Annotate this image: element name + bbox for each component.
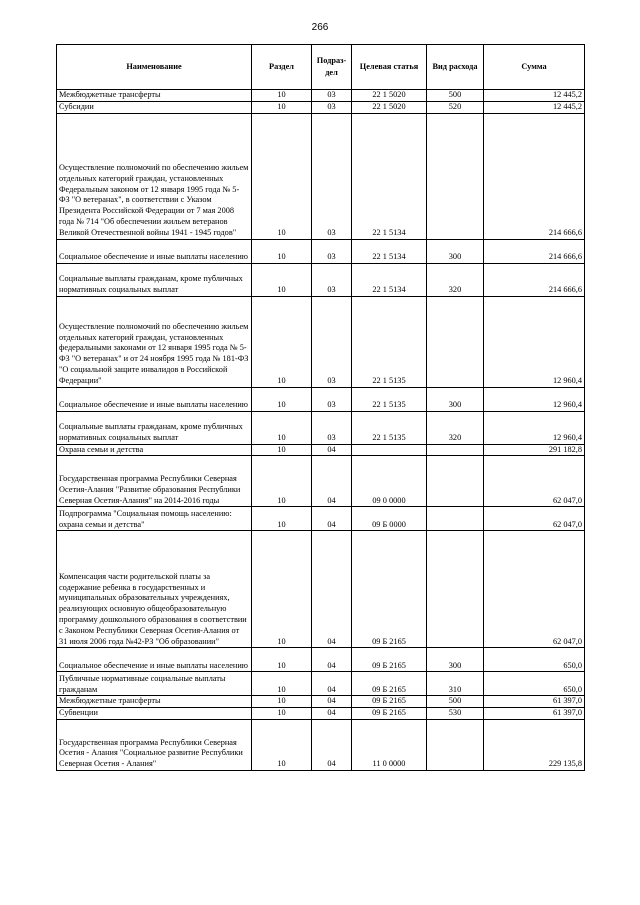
cell-name: Осуществление полномочий по обеспечению жильем отдельных категорий граждан, установленных федеральными законами от 12 января 1995 года № 5-ФЗ "О ветеранах" и от 24 ноября 1995 года № 181-ФЗ "О социальной защите инвалидов в Российской Федерации" [57,296,252,387]
cell-subsection: 04 [312,708,352,720]
cell-expense-type [427,444,484,456]
cell-expense-type: 310 [427,672,484,696]
header-amount: Сумма [484,45,585,90]
cell-name: Охрана семьи и детства [57,444,252,456]
cell-section: 10 [252,387,312,411]
table-row [57,672,585,696]
cell-section: 10 [252,263,312,296]
cell-amount: 291 182,8 [484,444,585,456]
cell-target: 09 Б 2165 [352,648,427,672]
cell-expense-type [427,531,484,648]
table-row [57,296,585,387]
cell-subsection: 04 [312,456,352,507]
cell-section: 10 [252,696,312,708]
cell-amount: 61 397,0 [484,696,585,708]
cell-name: Публичные нормативные социальные выплаты гражданам [57,672,252,696]
table-row [57,113,585,239]
table-row [57,719,585,770]
cell-target: 09 Б 0000 [352,507,427,531]
cell-expense-type: 300 [427,648,484,672]
cell-amount: 62 047,0 [484,456,585,507]
cell-amount: 214 666,6 [484,263,585,296]
table-row [57,444,585,456]
cell-subsection: 04 [312,696,352,708]
cell-name: Компенсация части родительской платы за содержание ребенка в государственных и муниципальных образовательных учреждениях, реализующих основную общеобразовательную программу дошкольного образования в соответствии с Законом Республики Северная Осетия-Алания от 31 июля 2006 года №42-РЗ "Об образовании" [57,531,252,648]
cell-amount: 12 960,4 [484,411,585,444]
budget-table [56,44,585,771]
cell-expense-type [427,113,484,239]
table-row [57,387,585,411]
cell-expense-type: 530 [427,708,484,720]
header-subsection: Подраз-дел [312,45,352,90]
cell-amount: 12 445,2 [484,101,585,113]
cell-section: 10 [252,456,312,507]
cell-target: 09 Б 2165 [352,708,427,720]
cell-amount: 214 666,6 [484,239,585,263]
cell-target: 11 0 0000 [352,719,427,770]
cell-section: 10 [252,708,312,720]
cell-subsection: 04 [312,507,352,531]
table-row [57,507,585,531]
table-row [57,239,585,263]
header-target: Целевая статья [352,45,427,90]
cell-name: Социальные выплаты гражданам, кроме публичных нормативных социальных выплат [57,411,252,444]
cell-target: 22 1 5135 [352,296,427,387]
cell-name: Государственная программа Республики Северная Осетия-Алания "Развитие образования Республики Северная Осетия-Алания" на 2014-2016 годы [57,456,252,507]
cell-name: Социальное обеспечение и иные выплаты населению [57,387,252,411]
cell-section: 10 [252,90,312,102]
cell-name: Социальные выплаты гражданам, кроме публичных нормативных социальных выплат [57,263,252,296]
page-number: 266 [311,22,329,33]
table-row [57,411,585,444]
cell-amount: 12 960,4 [484,387,585,411]
cell-subsection: 03 [312,90,352,102]
cell-section: 10 [252,507,312,531]
cell-amount: 214 666,6 [484,113,585,239]
table-row [57,696,585,708]
cell-name: Социальное обеспечение и иные выплаты населению [57,648,252,672]
cell-subsection: 04 [312,719,352,770]
cell-expense-type: 300 [427,239,484,263]
cell-section: 10 [252,719,312,770]
cell-expense-type [427,719,484,770]
cell-subsection: 04 [312,531,352,648]
cell-amount: 12 445,2 [484,90,585,102]
table-row [57,648,585,672]
cell-subsection: 03 [312,263,352,296]
cell-subsection: 04 [312,444,352,456]
cell-expense-type: 320 [427,263,484,296]
cell-section: 10 [252,648,312,672]
cell-amount: 62 047,0 [484,507,585,531]
header-name: Наименование [57,45,252,90]
cell-name: Осуществление полномочий по обеспечению жильем отдельных категорий граждан, установленных Федеральным законом от 12 января 1995 года № 5-ФЗ "О ветеранах", в соответствии с Указом Президента Российской Федерации от 7 мая 2008 года № 714 "Об обеспечении жильем ветеранов Великой Отечественной войны 1941 - 1945 годов" [57,113,252,239]
cell-expense-type [427,456,484,507]
cell-expense-type [427,296,484,387]
cell-target: 22 1 5134 [352,263,427,296]
cell-target: 22 1 5134 [352,113,427,239]
cell-name: Межбюджетные трансферты [57,696,252,708]
cell-amount: 62 047,0 [484,531,585,648]
cell-amount: 61 397,0 [484,708,585,720]
cell-target: 22 1 5135 [352,411,427,444]
cell-section: 10 [252,411,312,444]
table-row [57,531,585,648]
table-row [57,708,585,720]
cell-expense-type [427,507,484,531]
table-row [57,456,585,507]
cell-name: Государственная программа Республики Северная Осетия - Алания "Социальное развитие Республики Северная Осетия - Алания" [57,719,252,770]
cell-expense-type: 300 [427,387,484,411]
header-expense-type: Вид расхода [427,45,484,90]
cell-section: 10 [252,531,312,648]
cell-name: Межбюджетные трансферты [57,90,252,102]
cell-name: Подпрограмма "Социальная помощь населению: охрана семьи и детства" [57,507,252,531]
cell-amount: 650,0 [484,672,585,696]
cell-name: Субсидии [57,101,252,113]
cell-amount: 229 135,8 [484,719,585,770]
cell-subsection: 04 [312,648,352,672]
cell-subsection: 03 [312,296,352,387]
table-row [57,101,585,113]
cell-section: 10 [252,113,312,239]
cell-section: 10 [252,101,312,113]
cell-name: Субвенции [57,708,252,720]
cell-amount: 650,0 [484,648,585,672]
cell-section: 10 [252,672,312,696]
cell-target: 09 0 0000 [352,456,427,507]
table-row [57,90,585,102]
cell-subsection: 03 [312,411,352,444]
cell-target: 22 1 5020 [352,90,427,102]
cell-section: 10 [252,239,312,263]
table-row [57,263,585,296]
cell-expense-type: 500 [427,696,484,708]
cell-section: 10 [252,444,312,456]
cell-subsection: 03 [312,387,352,411]
cell-amount: 12 960,4 [484,296,585,387]
cell-expense-type: 320 [427,411,484,444]
cell-target: 09 Б 2165 [352,696,427,708]
header-section: Раздел [252,45,312,90]
table-header-row [57,45,585,90]
cell-target: 22 1 5020 [352,101,427,113]
cell-target: 22 1 5135 [352,387,427,411]
cell-target [352,444,427,456]
cell-target: 09 Б 2165 [352,531,427,648]
cell-target: 22 1 5134 [352,239,427,263]
cell-subsection: 03 [312,113,352,239]
cell-expense-type: 520 [427,101,484,113]
cell-expense-type: 500 [427,90,484,102]
cell-subsection: 03 [312,239,352,263]
cell-subsection: 04 [312,672,352,696]
cell-subsection: 03 [312,101,352,113]
cell-target: 09 Б 2165 [352,672,427,696]
cell-section: 10 [252,296,312,387]
cell-name: Социальное обеспечение и иные выплаты населению [57,239,252,263]
